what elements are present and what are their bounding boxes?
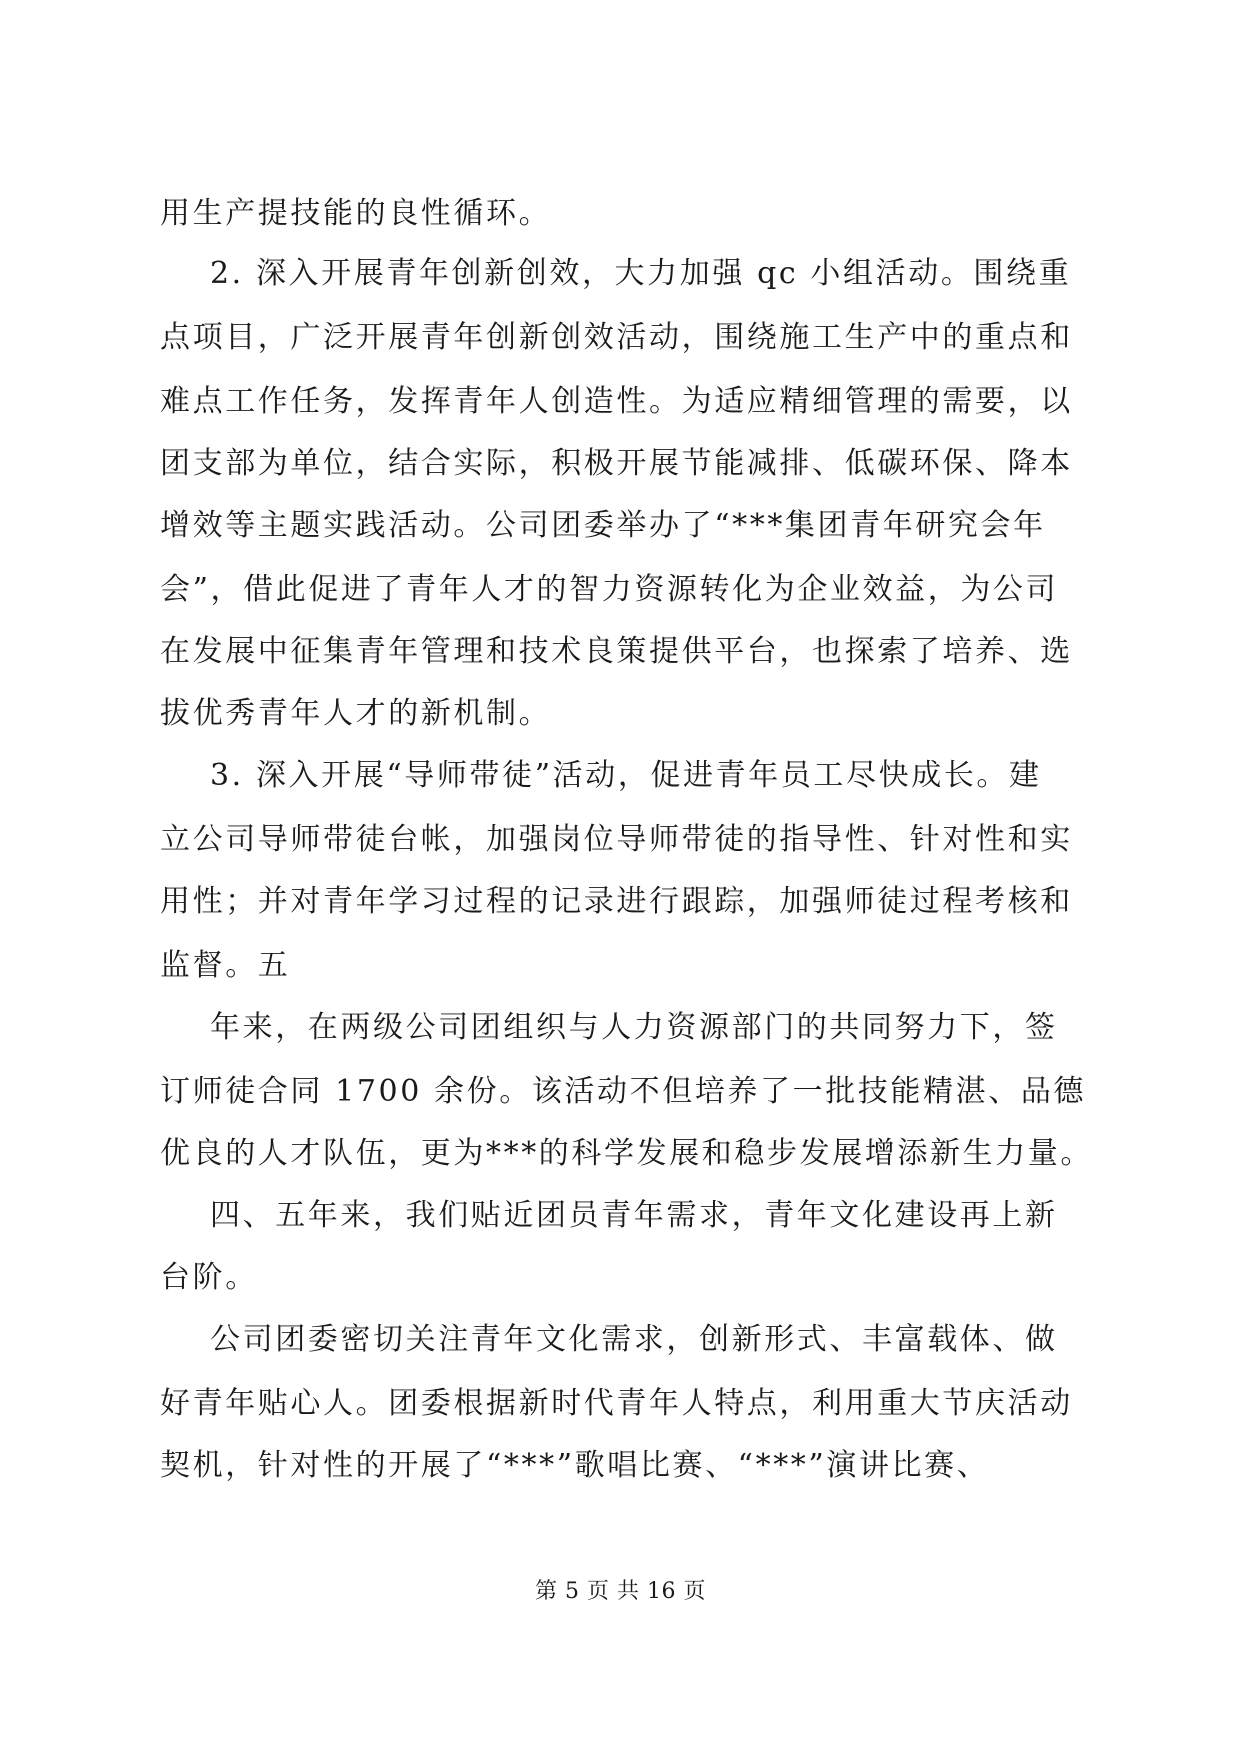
text-line: 在发展中征集青年管理和技术良策提供平台，也探索了培养、选 <box>160 634 1073 669</box>
text-line: 增效等主题实践活动。公司团委举办了“***集团青年研究会年 <box>160 508 1046 543</box>
text-line: 优良的人才队伍，更为***的科学发展和稳步发展增添新生力量。 <box>160 1136 1093 1171</box>
text-line: 用性；并对青年学习过程的记录进行跟踪，加强师徒过程考核和 <box>160 884 1073 919</box>
text-line: 2. 深入开展青年创新创效，大力加强 qc 小组活动。围绕重 <box>210 256 1072 291</box>
text-line: 3. 深入开展“导师带徒”活动，促进青年员工尽快成长。建 <box>210 758 1042 793</box>
text-line: 公司团委密切关注青年文化需求，创新形式、丰富载体、做 <box>210 1322 1058 1357</box>
text-line: 好青年贴心人。团委根据新时代青年人特点，利用重大节庆活动 <box>160 1386 1073 1421</box>
text-line: 立公司导师带徒台帐，加强岗位导师带徒的指导性、针对性和实 <box>160 822 1073 857</box>
text-line: 台阶。 <box>160 1260 258 1295</box>
text-line: 会”，借此促进了青年人才的智力资源转化为企业效益，为公司 <box>160 572 1059 607</box>
text-line: 团支部为单位，结合实际，积极开展节能减排、低碳环保、降本 <box>160 446 1073 481</box>
text-line: 用生产提技能的良性循环。 <box>160 196 552 231</box>
text-line: 难点工作任务，发挥青年人创造性。为适应精细管理的需要，以 <box>160 384 1073 419</box>
text-line: 拔优秀青年人才的新机制。 <box>160 696 552 731</box>
text-line: 点项目，广泛开展青年创新创效活动，围绕施工生产中的重点和 <box>160 320 1073 355</box>
text-line: 监督。五 <box>160 948 291 983</box>
text-line: 订师徒合同 1700 余份。该活动不但培养了一批技能精湛、品德 <box>160 1074 1087 1109</box>
text-line: 年来，在两级公司团组织与人力资源部门的共同努力下，签 <box>210 1010 1058 1045</box>
text-line: 四、五年来，我们贴近团员青年需求，青年文化建设再上新 <box>210 1198 1058 1233</box>
text-line: 契机，针对性的开展了“***”歌唱比赛、“***”演讲比赛、 <box>160 1448 990 1483</box>
page-footer: 第 5 页 共 16 页 <box>535 1579 706 1604</box>
